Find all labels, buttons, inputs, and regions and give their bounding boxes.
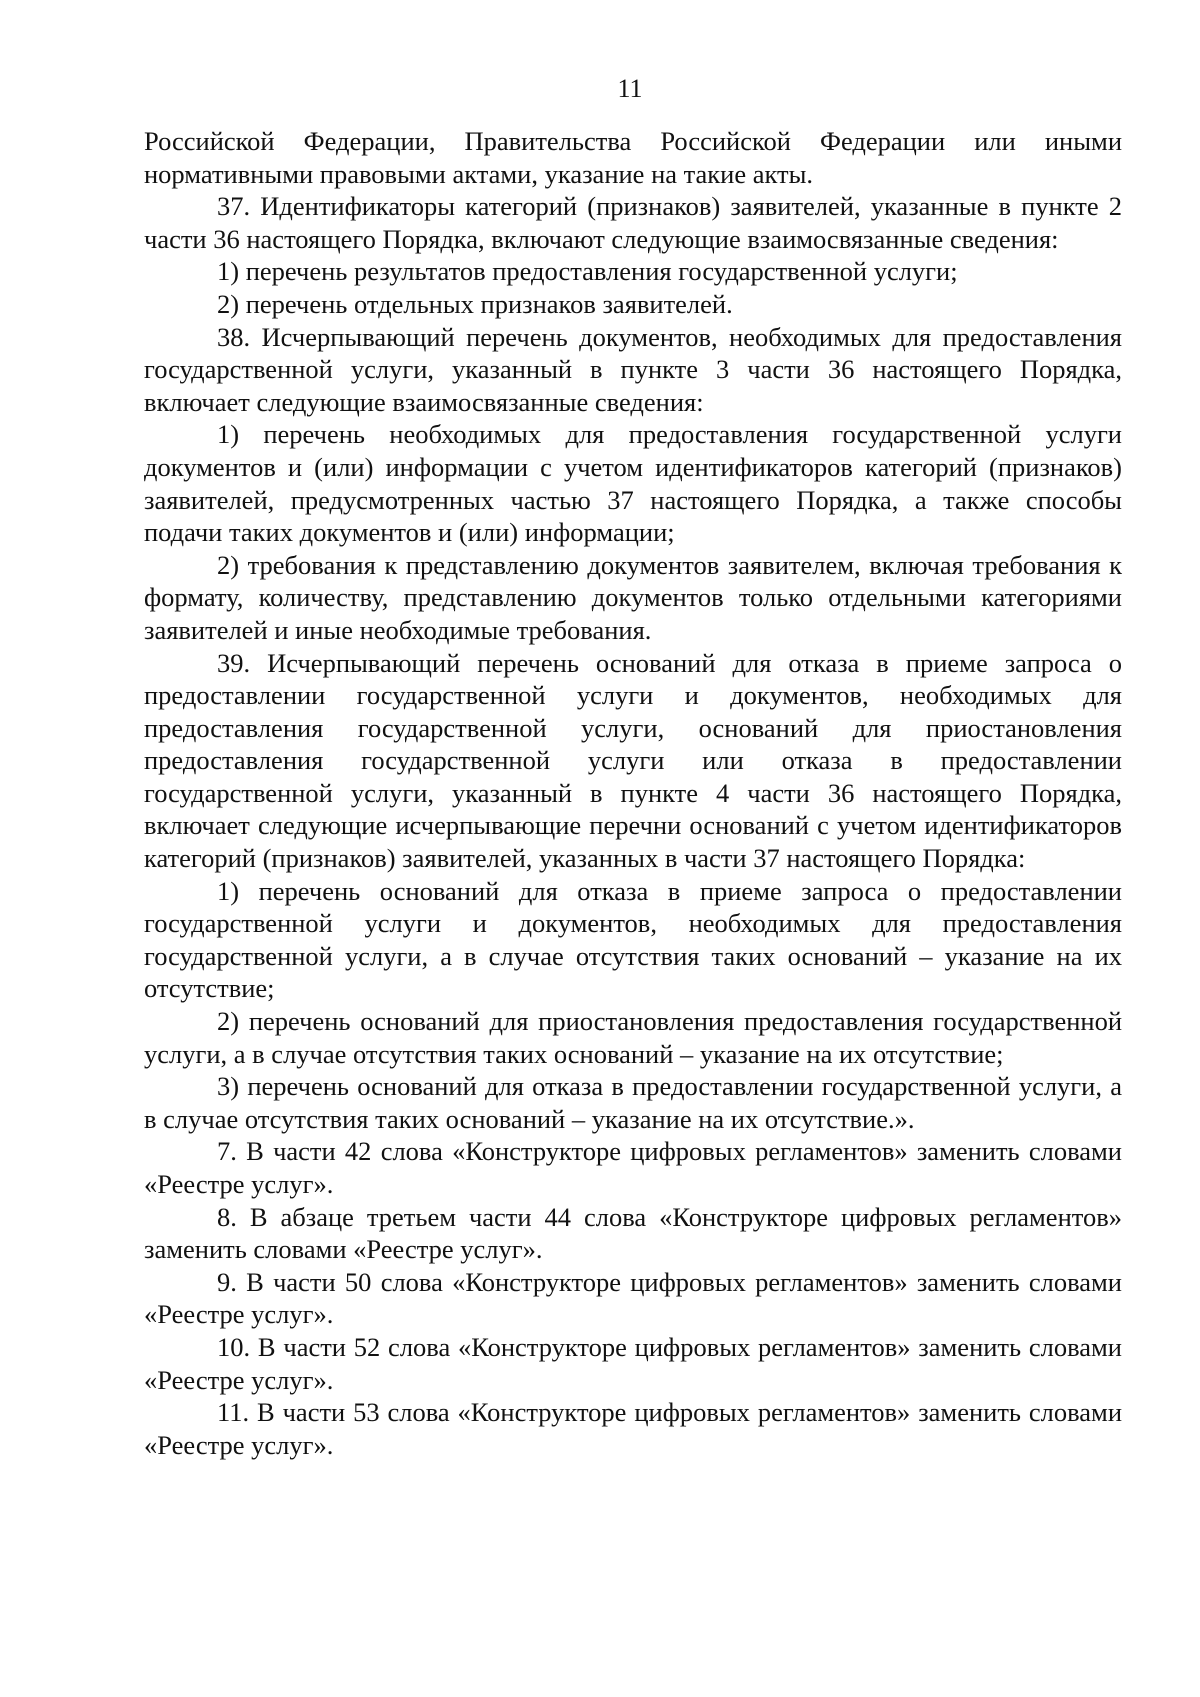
paragraph-item-38-1: 1) перечень необходимых для предоставления государственной услуги документов и (или) информации с учетом идентификаторов категорий (признаков) заявителей, предусмотренных частью 37 настоящего Порядка, а также способы подачи таких документов и (или) информации; bbox=[144, 419, 1122, 548]
paragraph-amendment-9: 9. В части 50 слова «Конструкторе цифровых регламентов» заменить словами «Реестре услуг». bbox=[144, 1266, 1122, 1330]
paragraph-amendment-7: 7. В части 42 слова «Конструкторе цифровых регламентов» заменить словами «Реестре услуг». bbox=[144, 1136, 1122, 1199]
paragraph-item-37: 37. Идентификаторы категорий (признаков) заявителей, указанные в пункте 2 части 36 настоящего Порядка, включают следующие взаимосвязанные сведения: bbox=[144, 191, 1122, 254]
paragraph-amendment-11: 11. В части 53 слова «Конструкторе цифровых регламентов» заменить словами «Реестре услуг». bbox=[144, 1397, 1122, 1460]
paragraph-item-37-2: 2) перечень отдельных признаков заявителей. bbox=[217, 288, 733, 319]
paragraph-item-39-1: 1) перечень оснований для отказа в приеме запроса о предоставлении государственной услуги и документов, необходимых для предоставления государственной услуги, а в случае отсутствия таких оснований – указание на их отсутствие; bbox=[144, 875, 1122, 1004]
paragraph-item-39-3: 3) перечень оснований для отказа в предоставлении государственной услуги, а в случае отсутствия таких оснований – указание на их отсутствие.». bbox=[144, 1071, 1122, 1134]
paragraph-item-38: 38. Исчерпывающий перечень документов, необходимых для предоставления государственной услуги, указанный в пункте 3 части 36 настоящего Порядка, включает следующие взаимосвязанные сведения: bbox=[144, 321, 1122, 417]
page-number: 11 bbox=[617, 74, 643, 103]
paragraph-amendment-8: 8. В абзаце третьем части 44 слова «Конструкторе цифровых регламентов» заменить словами «Реестре услуг». bbox=[144, 1201, 1122, 1265]
paragraph-item-38-2: 2) требования к представлению документов заявителем, включая требования к формату, количеству, представлению документов только отдельными категориями заявителей и иные необходимые требования. bbox=[144, 549, 1122, 645]
paragraph-item-37-1: 1) перечень результатов предоставления государственной услуги; bbox=[217, 256, 958, 287]
document-body bbox=[144, 125, 1122, 1461]
paragraph-item-39-2: 2) перечень оснований для приостановления предоставления государственной услуги, а в случае отсутствия таких оснований – указание на их отсутствие; bbox=[144, 1006, 1122, 1069]
paragraph-continuation: Российской Федерации, Правительства Российской Федерации или иными нормативными правовыми актами, указание на такие акты. bbox=[144, 126, 1122, 189]
paragraph-amendment-10: 10. В части 52 слова «Конструкторе цифровых регламентов» заменить словами «Реестре услуг». bbox=[144, 1331, 1122, 1395]
paragraph-item-39: 39. Исчерпывающий перечень оснований для отказа в приеме запроса о предоставлении государственной услуги и документов, необходимых для предоставления государственной услуги, оснований для приостановления предоставления государственной услуги или отказа в предоставлении государственной услуги, указанный в пункте 4 части 36 настоящего Порядка, включает следующие исчерпывающие перечни оснований с учетом идентификаторов категорий (признаков) заявителей, указанных в части 37 настоящего Порядка: bbox=[144, 647, 1122, 874]
